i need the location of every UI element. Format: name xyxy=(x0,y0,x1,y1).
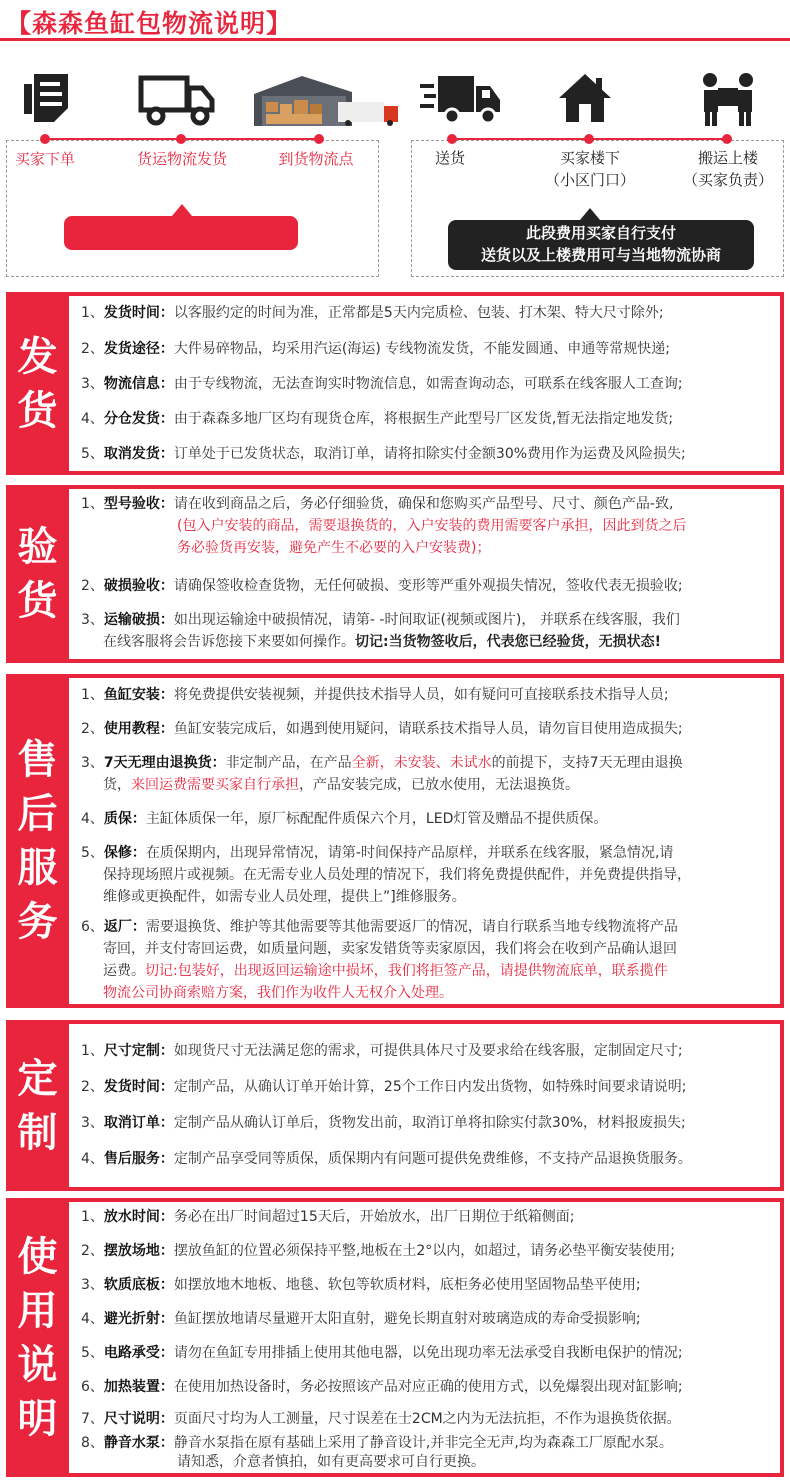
house-icon xyxy=(556,70,614,130)
list-item: 3、物流信息：由于专线物流，无法查询实时物流信息，如需查询动态，可联系在线客服人工查询; xyxy=(81,376,683,392)
section-label: 验 货 xyxy=(17,524,58,624)
list-item: 2、使用教程：鱼缸安装完成后，如遇到使用疑问，请联系技术指导人员，请勿盲目使用造成损失; xyxy=(81,721,683,737)
note-pointer xyxy=(172,204,192,216)
list-item: 5、取消发货：订单处于已发货状态，取消订单，请将扣除实付金额30%费用作为运费及风险损失; xyxy=(81,446,686,462)
list-item: 3、取消订单：定制产品从确认订单后，货物发出前，取消订单将扣除实付款30%，材料报废损失; xyxy=(81,1115,686,1131)
list-item: 2、发货途径：大件易碎物品，均采用汽运(海运) 专线物流发货，不能发圆通、申通等常规快递; xyxy=(81,341,671,357)
list-item: 5、电路承受：请勿在鱼缸专用排插上使用其他电器，以免出现功率无法承受自我断电保护的情况; xyxy=(81,1345,683,1361)
step-dot xyxy=(40,134,50,144)
list-item: 3、7天无理由退换货：非定制产品，在产品全新，未安装、未试水的前提下，支持7天无理由退换 货，来回运费需要买家自行承担，产品安装完成，已放水使用，无法退换货。 xyxy=(81,755,683,793)
note-pointer xyxy=(580,208,600,220)
list-item: 1、放水时间：务必在出厂时间超过15天后，开始放水，出厂日期位于纸箱侧面; xyxy=(81,1209,575,1225)
step-label: 到货物流点 xyxy=(278,150,354,168)
list-item: 3、软质底板：如摆放地木地板、地毯、软包等软质材料，底柜务必使用坚固物品垫平使用; xyxy=(81,1277,641,1293)
step-label: 送货 xyxy=(434,149,465,167)
list-item: 6、返厂：需要退换货、维护等其他需要等其他需要返厂的情况，请自行联系当地专线物流将产品 寄回，并支付寄回运费，如质量问题，卖家发错货等卖家原因，我们将会在收到产品确认退回 运费。切记:包装好，出现返回运输途中损坏，我们将拒签产品，请提供物流底单，联系揽件 物流公司协商索赔方案，我们作为收件人无权介入处理。 xyxy=(81,919,678,1001)
mover-icon xyxy=(696,70,760,130)
step-label: 买家楼下 （小区门口） xyxy=(544,149,635,189)
list-item: 6、加热装置：在使用加热设备时，务必按照该产品对应正确的使用方式，以免爆裂出现对缸影响; xyxy=(81,1379,683,1395)
list-item: 2、摆放场地：摆放鱼缸的位置必须保持平整,地板在土2°以内，如超过，请务必垫平衡安装使用; xyxy=(81,1243,675,1259)
section-after-sales xyxy=(6,674,784,1008)
step-dot xyxy=(722,134,732,144)
list-item: 4、分仓发货：由于森森多地厂区均有现货仓库，将根据生产此型号厂区发货,暂无法指定地发货; xyxy=(81,411,674,427)
buyer-delivery-note: 此段费用买家自行支付 送货以及上楼费用可与当地物流协商 xyxy=(448,220,754,270)
list-item: 8、静音水泵：静音水泵指在原有基础上采用了静音设计,并非完全无声,均为森森工厂原配水泵。 请知悉，介意者慎拍，如有更高要求可自行更换。 xyxy=(81,1435,673,1470)
list-item: 4、质保：主缸体质保一年，原厂标配配件质保六个月，LED灯管及赠品不提供质保。 xyxy=(81,811,608,827)
section-custom xyxy=(6,1020,784,1191)
list-item: 2、发货时间：定制产品，从确认订单开始计算，25个工作日内发出货物，如特殊时间要求请说明; xyxy=(81,1079,687,1095)
list-item: 1、型号验收：请在收到商品之后，务必仔细验货，确保和您购买产品型号、尺寸、颜色产品-致, (包入户安装的商品，需要退换货的，入户安装的费用需要客户承担，因此到货之后 务必验货再安装，避免产生不必要的入户安装费)； xyxy=(81,496,687,556)
step-label: 搬运上楼 （买家负责） xyxy=(682,149,773,189)
list-item: 1、发货时间：以客服约定的时间为准，正常都是5天内完质检、包装、打木架、特大尺寸除外; xyxy=(81,305,664,321)
list-item: 1、尺寸定制：如现货尺寸无法满足您的需求，可提供具体尺寸及要求给在线客服，定制固定尺寸; xyxy=(81,1043,683,1059)
step-dot xyxy=(447,134,457,144)
step-label: 买家下单 xyxy=(14,150,75,168)
section-label: 售 后 服 务 xyxy=(17,737,58,945)
step-label: 货运物流发货 xyxy=(136,150,227,168)
list-item: 5、保修：在质保期内，出现异常情况，请第-时间保持产品原样，并联系在线客服，紧急情况,请 保持现场照片或视频。在无需专业人员处理的情况下，我们将免费提供配件，并免费提供指导， 维修或更换配件，如需专业人员处理，提供上”]维修服务。 xyxy=(81,845,691,905)
section-inspection xyxy=(6,485,784,663)
list-item: 4、售后服务：定制产品享受同等质保，质保期内有问题可提供免费维修，不支持产品退换货服务。 xyxy=(81,1151,692,1167)
list-item: 2、破损验收：请确保签收检查货物，无任何破损、变形等严重外观损失情况，签收代表无损验收; xyxy=(81,578,683,594)
list-item: 7、尺寸说明：页面尺寸均为人工测量，尺寸误差在士2CM之内为无法抗拒，不作为退换货依据。 xyxy=(81,1411,681,1427)
section-label: 定 制 xyxy=(17,1055,58,1156)
title-underline xyxy=(0,38,790,41)
section-label: 发 货 xyxy=(17,333,58,434)
warehouse-icon xyxy=(252,74,404,134)
step-dot xyxy=(176,134,186,144)
platform-shipping-note: 包物流是指包此段运费 xyxy=(64,216,298,250)
delivery-truck-icon xyxy=(420,70,502,130)
step-dot xyxy=(314,134,324,144)
section-shipping xyxy=(6,292,784,475)
page-title: 【森森鱼缸包物流说明】 xyxy=(6,9,293,38)
truck-icon xyxy=(138,70,218,130)
list-item: 3、运输破损：如出现运输途中破损情况，请第- -时间取证(视频或图片)， 并联系在线客服，我们 在线客服将会告诉您接下来要如何操作。切记:当货物签收后，代表您已经验货，无损状态! xyxy=(81,612,680,650)
section-label: 使 用 说 明 xyxy=(17,1233,58,1442)
section-usage xyxy=(6,1198,784,1477)
order-document-icon xyxy=(22,70,72,130)
list-item: 1、鱼缸安装：将免费提供安装视频，并提供技术指导人员，如有疑问可直接联系技术指导人员; xyxy=(81,687,669,703)
step-dot xyxy=(584,134,594,144)
list-item: 4、避光折射：鱼缸摆放地请尽量避开太阳直射，避免长期直射对玻璃造成的寿命受损影响; xyxy=(81,1311,641,1327)
